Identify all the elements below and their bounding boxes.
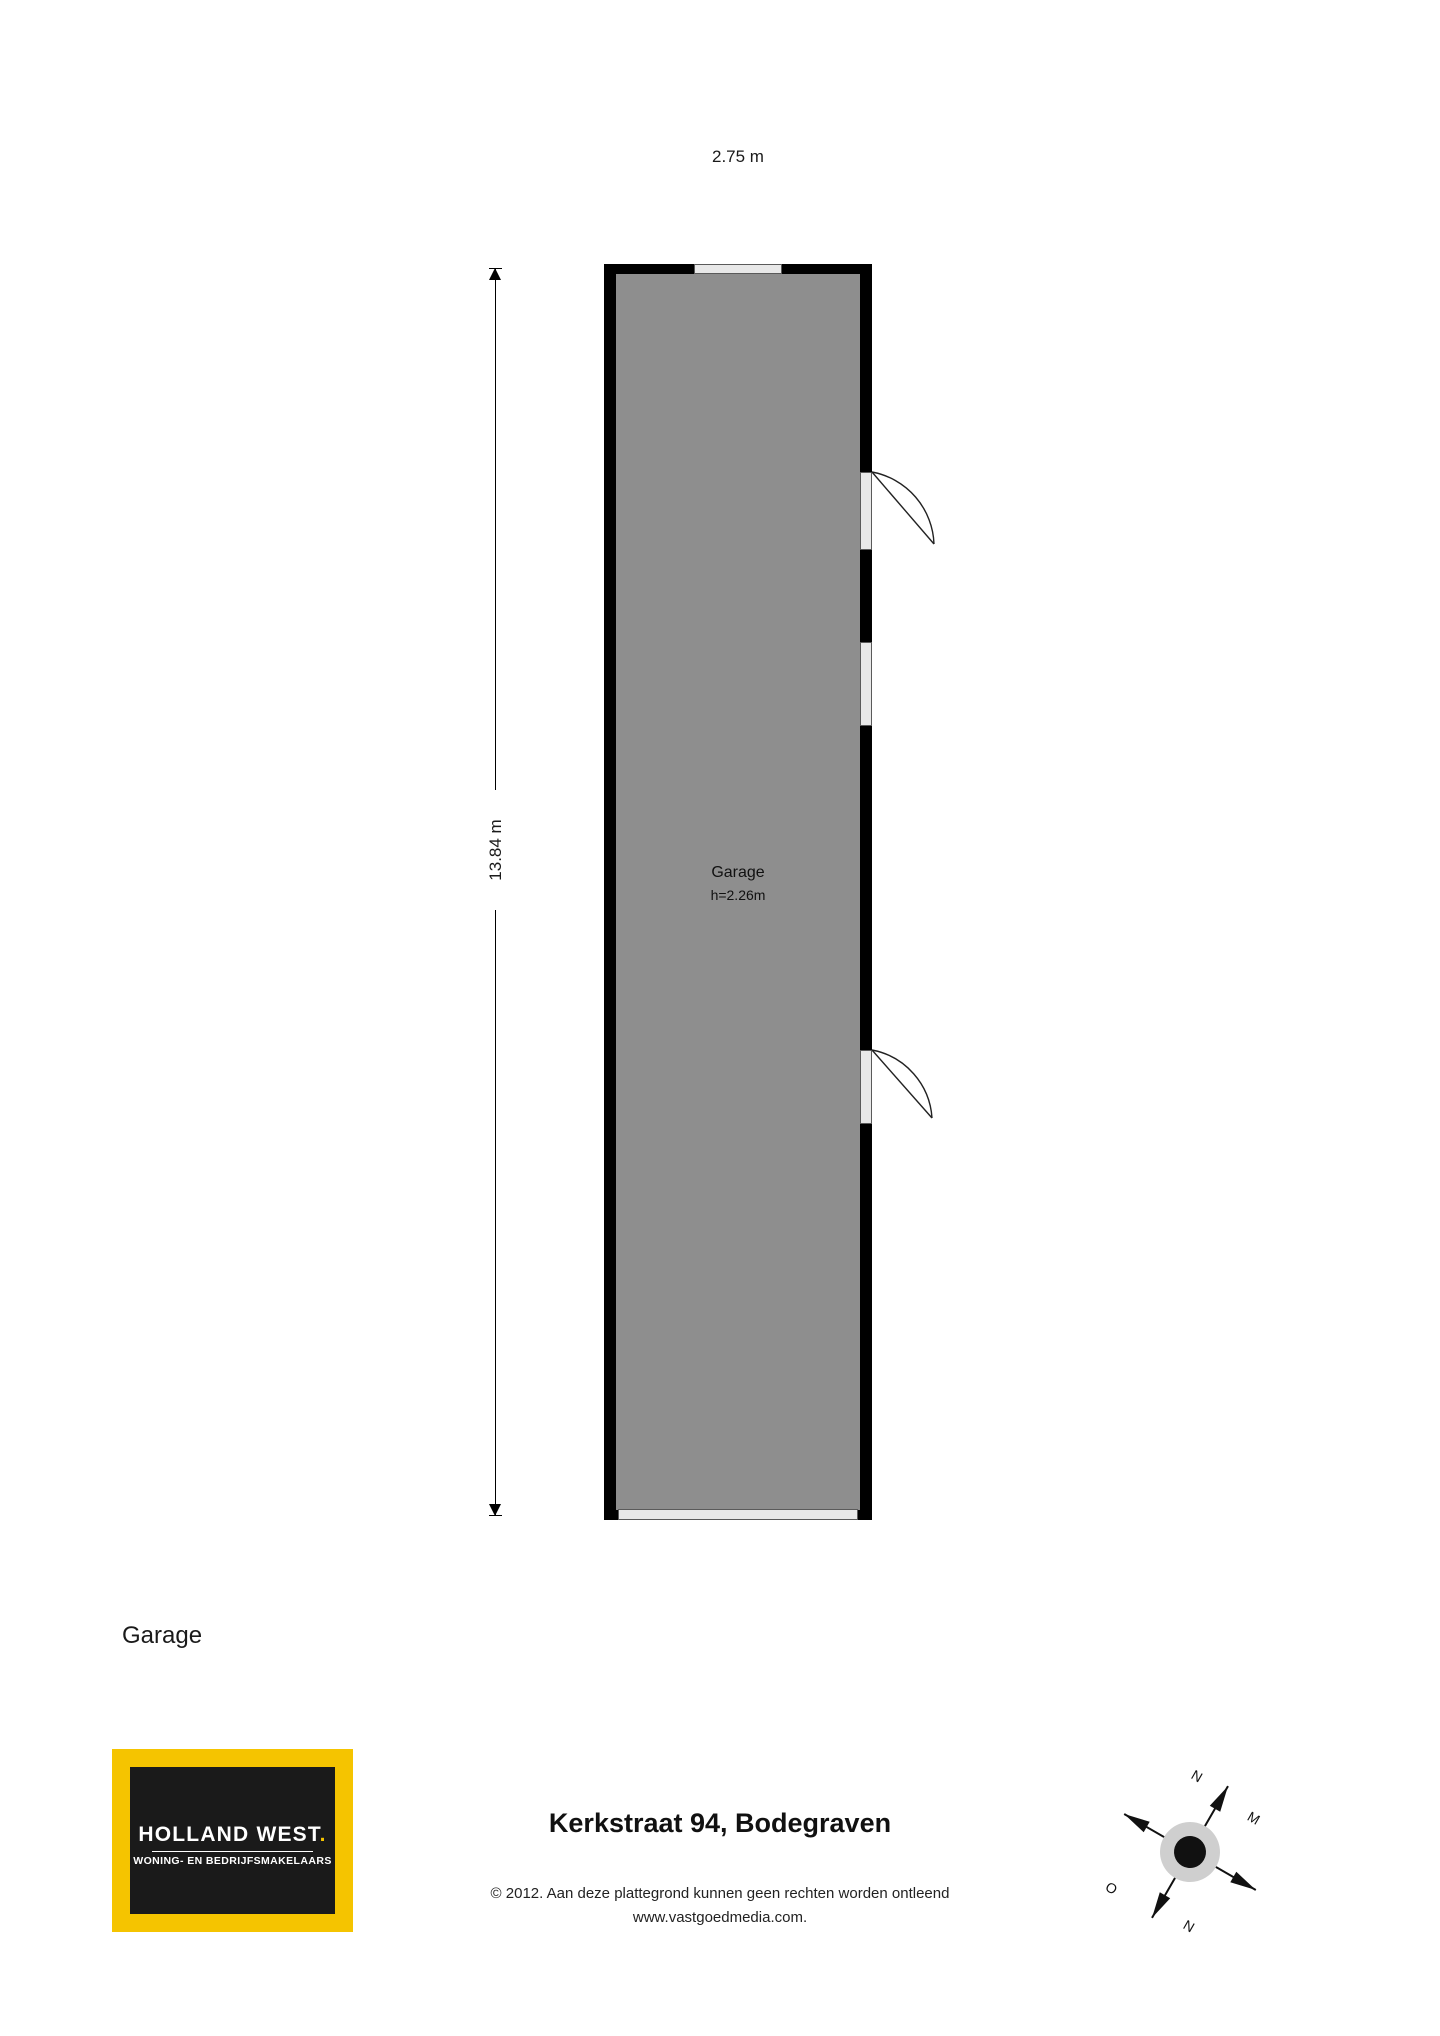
- footer: [0, 1740, 1440, 2036]
- dimension-width: [608, 140, 868, 174]
- door-swing-lower-icon: [860, 1046, 940, 1136]
- garage-door-bottom-wall: [618, 1509, 858, 1520]
- compass-label-north: N: [1188, 1766, 1206, 1786]
- copyright-line-1: © 2012. Aan deze plattegrond kunnen geen rechten worden ontleend: [490, 1885, 950, 1902]
- brand-logo-title-text: HOLLAND WEST: [138, 1823, 320, 1846]
- dimension-length-arrow-bottom: [489, 1504, 501, 1516]
- window-top-wall: [694, 264, 782, 274]
- brand-logo-panel: [130, 1767, 335, 1914]
- brand-logo: [112, 1749, 353, 1932]
- property-address: Kerkstraat 94, Bodegraven: [548, 1808, 892, 1838]
- dimension-length-label: 13.84 m: [484, 790, 508, 910]
- window-right-wall: [860, 642, 872, 726]
- compass-label-south: N: [1180, 1916, 1198, 1936]
- compass-icon: [1100, 1762, 1280, 1942]
- floorplan-caption: Garage: [122, 1622, 203, 1649]
- room-name: Garage: [711, 864, 765, 881]
- brand-logo-title: [130, 1823, 335, 1847]
- dimension-width-label: 2.75 m: [608, 144, 868, 170]
- dimension-length: [478, 268, 512, 1516]
- compass-label-east: O: [1102, 1878, 1121, 1898]
- compass-rose: [1100, 1762, 1280, 1942]
- brand-logo-dot: .: [319, 1823, 327, 1846]
- room-height: h=2.26m: [710, 887, 766, 903]
- brand-logo-divider: [152, 1851, 313, 1852]
- copyright-line-2: www.vastgoedmedia.com.: [632, 1909, 808, 1926]
- door-swing-upper-icon: [860, 468, 940, 558]
- compass-label-west: M: [1244, 1808, 1263, 1828]
- copyright-notice: [380, 1882, 1060, 1930]
- room-label: [604, 862, 872, 906]
- brand-logo-subtitle: WONING- EN BEDRIJFSMAKELAARS: [133, 1855, 332, 1867]
